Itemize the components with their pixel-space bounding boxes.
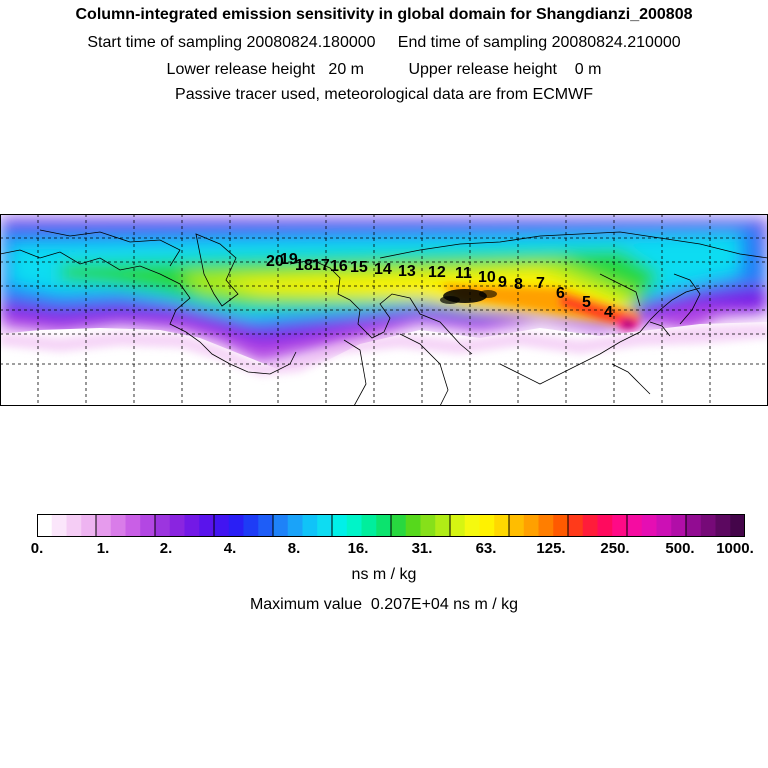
colorbar-swatch <box>568 514 583 537</box>
sampling-times: Start time of sampling 20080824.180000 End time of sampling 20080824.210000 <box>87 34 681 51</box>
colorbar-swatch <box>598 514 613 537</box>
colorbar-swatch <box>465 514 480 537</box>
colorbar-swatch <box>450 514 465 537</box>
trajectory-label: 5 <box>582 294 591 311</box>
colorbar-swatch <box>288 514 303 537</box>
trajectory-label: 14 <box>374 261 392 278</box>
emission-sensitivity-map <box>0 214 768 406</box>
colorbar-swatch <box>258 514 273 537</box>
colorbar-swatch <box>126 514 141 537</box>
colorbar-tick-label: 0. <box>30 540 44 557</box>
colorbar-swatch <box>317 514 332 537</box>
trajectory-label: 9 <box>498 274 507 291</box>
colorbar-swatch <box>494 514 509 537</box>
colorbar-tick-label: 4. <box>223 540 237 557</box>
colorbar-tick-label: 63. <box>475 540 497 557</box>
colorbar-units: ns m / kg <box>351 566 417 583</box>
colorbar-tick-label: 8. <box>287 540 301 557</box>
colorbar-swatch <box>480 514 495 537</box>
trajectory-label: 8 <box>514 276 523 293</box>
colorbar-swatch <box>52 514 67 537</box>
colorbar-swatch <box>435 514 450 537</box>
colorbar-swatch <box>612 514 627 537</box>
tracer-info: Passive tracer used, meteorological data are from ECMWF <box>175 86 593 103</box>
colorbar-tick-label: 16. <box>347 540 369 557</box>
trajectory-label: 7 <box>536 275 545 292</box>
colorbar-swatch <box>671 514 686 537</box>
colorbar-swatch <box>96 514 111 537</box>
trajectory-label: 11 <box>455 265 472 282</box>
colorbar-swatch <box>657 514 672 537</box>
maximum-value-text: Maximum value 0.207E+04 ns m / kg <box>249 596 519 613</box>
colorbar-swatch <box>686 514 701 537</box>
colorbar-swatch <box>524 514 539 537</box>
colorbar-swatch <box>376 514 391 537</box>
colorbar-swatch <box>583 514 598 537</box>
trajectory-label: 13 <box>398 263 416 280</box>
colorbar-tick-label: 125. <box>536 540 566 557</box>
trajectory-label: 12 <box>428 264 446 281</box>
trajectory-label: 16 <box>330 258 348 275</box>
trajectory-label: 19 <box>280 251 298 268</box>
colorbar-swatch <box>406 514 421 537</box>
trajectory-label: 4 <box>604 304 613 321</box>
colorbar-swatch <box>37 514 52 537</box>
colorbar-swatch <box>539 514 554 537</box>
trajectory-label: 6 <box>556 285 565 302</box>
colorbar-swatch <box>362 514 377 537</box>
colorbar-tick-label: 1. <box>96 540 110 557</box>
colorbar-swatch <box>701 514 716 537</box>
trajectory-label: 17 <box>312 257 330 274</box>
colorbar-swatch <box>155 514 170 537</box>
colorbar-swatch <box>81 514 96 537</box>
colorbar-swatch <box>229 514 244 537</box>
colorbar-swatch <box>642 514 657 537</box>
colorbar-swatch <box>303 514 318 537</box>
colorbar-swatch <box>421 514 436 537</box>
colorbar-swatch <box>170 514 185 537</box>
plot-title: Column-integrated emission sensitivity in global domain for Shangdianzi_200808 <box>75 6 693 23</box>
colorbar-swatch <box>347 514 362 537</box>
colorbar-swatch <box>391 514 406 537</box>
colorbar-swatch <box>509 514 524 537</box>
colorbar-swatch <box>273 514 288 537</box>
trajectory-label: 20 <box>266 253 284 270</box>
colorbar-swatch <box>199 514 214 537</box>
colorbar-swatch <box>716 514 731 537</box>
colorbar-swatch <box>185 514 200 537</box>
colorbar-swatch <box>553 514 568 537</box>
colorbar-tick-label: 31. <box>411 540 433 557</box>
colorbar-swatch <box>730 514 745 537</box>
colorbar-tick-label: 250. <box>600 540 630 557</box>
colorbar-swatch <box>67 514 82 537</box>
colorbar-swatch <box>627 514 642 537</box>
colorbar-swatch <box>140 514 155 537</box>
trajectory-label: 10 <box>478 269 496 286</box>
colorbar <box>37 514 745 537</box>
colorbar-tick-label: 1000. <box>716 540 754 557</box>
colorbar-swatch <box>244 514 259 537</box>
colorbar-swatch <box>111 514 126 537</box>
colorbar-swatch <box>214 514 229 537</box>
colorbar-tick-label: 500. <box>665 540 695 557</box>
colorbar-tick-label: 2. <box>159 540 173 557</box>
release-heights: Lower release height 20 m Upper release height 0 m <box>166 61 602 78</box>
trajectory-label: 15 <box>350 259 368 276</box>
colorbar-swatch <box>332 514 347 537</box>
trajectory-label: 18 <box>295 257 313 274</box>
